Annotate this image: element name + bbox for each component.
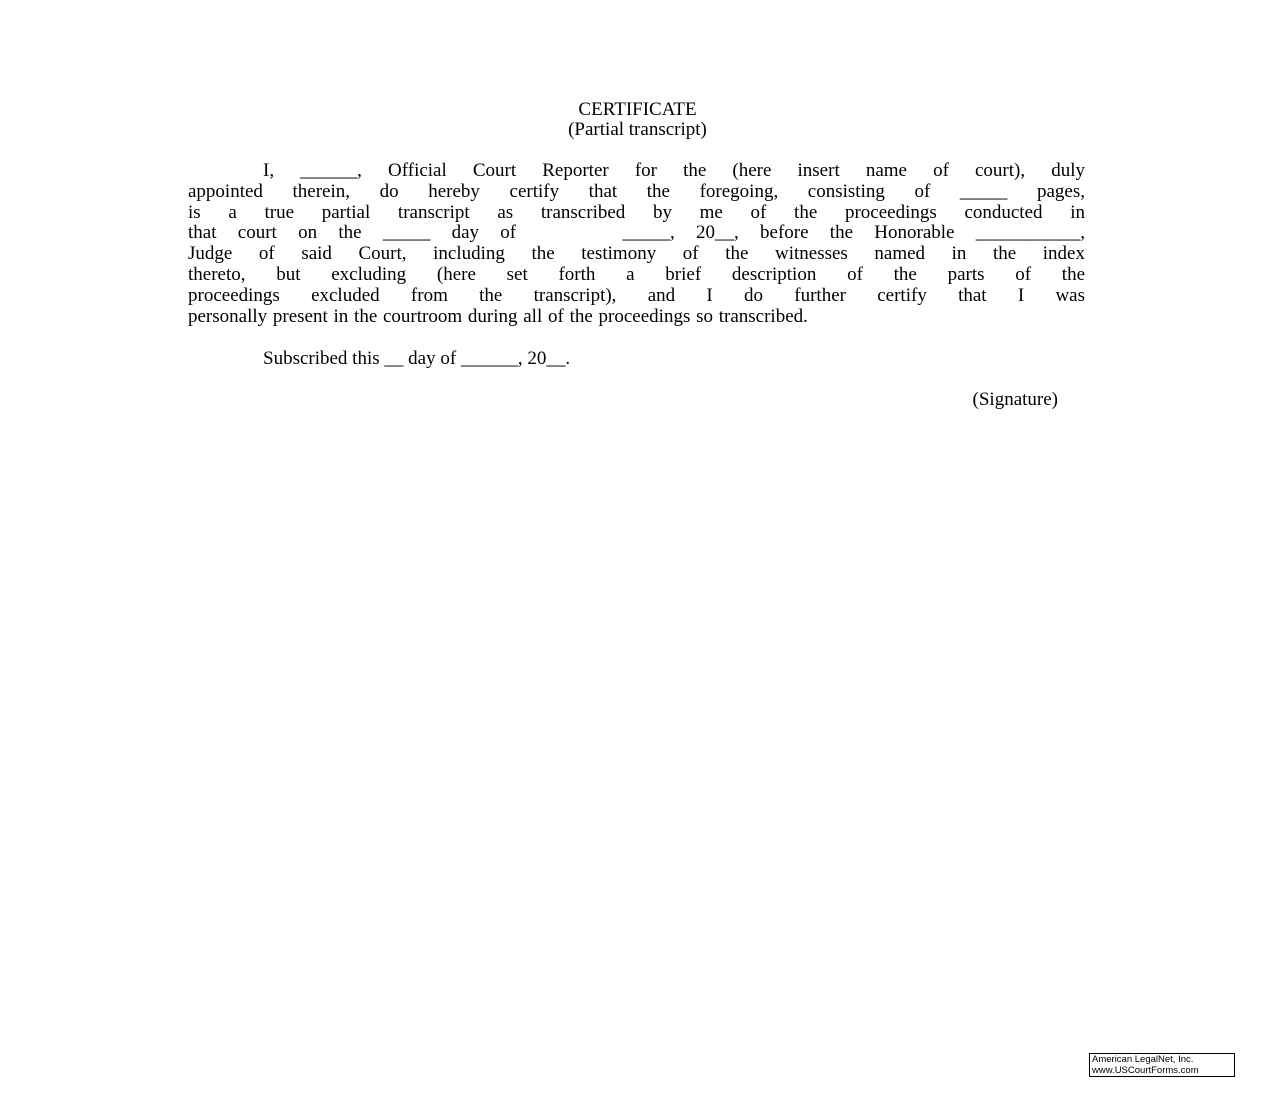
document-subtitle: (Partial transcript): [568, 119, 707, 140]
footer-company: American LegalNet, Inc.: [1092, 1054, 1194, 1065]
footer-website: www.USCourtForms.com: [1092, 1064, 1199, 1076]
paragraph-line: personally present in the courtroom during all of the proceedings so transcribed.: [188, 305, 808, 327]
paragraph-line: I, ______, Official Court Reporter for the (here insert name of court), duly: [263, 160, 1085, 181]
paragraph-line: is a true partial transcript as transcribed by me of the proceedings conducted in: [188, 201, 1085, 223]
certificate-paragraph: [188, 161, 1085, 327]
paragraph-line: thereto, but excluding (here set forth a brief description of the parts of the: [188, 263, 1085, 285]
signature-label: (Signature): [972, 389, 1058, 410]
paragraph-line: proceedings excluded from the transcript), and I do further certify that I was: [188, 284, 1085, 306]
paragraph-line: appointed therein, do hereby certify that the foregoing, consisting of _____ pages,: [188, 180, 1085, 202]
paragraph-line: Judge of said Court, including the testimony of the witnesses named in the index: [188, 243, 1085, 265]
subscribed-line: Subscribed this __ day of ______, 20__.: [263, 348, 571, 369]
paragraph-line: that court on the _____ day of _____, 20__, before the Honorable ___________,: [188, 222, 1085, 244]
footer-badge: [1089, 1053, 1235, 1077]
document-title: CERTIFICATE: [578, 99, 697, 120]
